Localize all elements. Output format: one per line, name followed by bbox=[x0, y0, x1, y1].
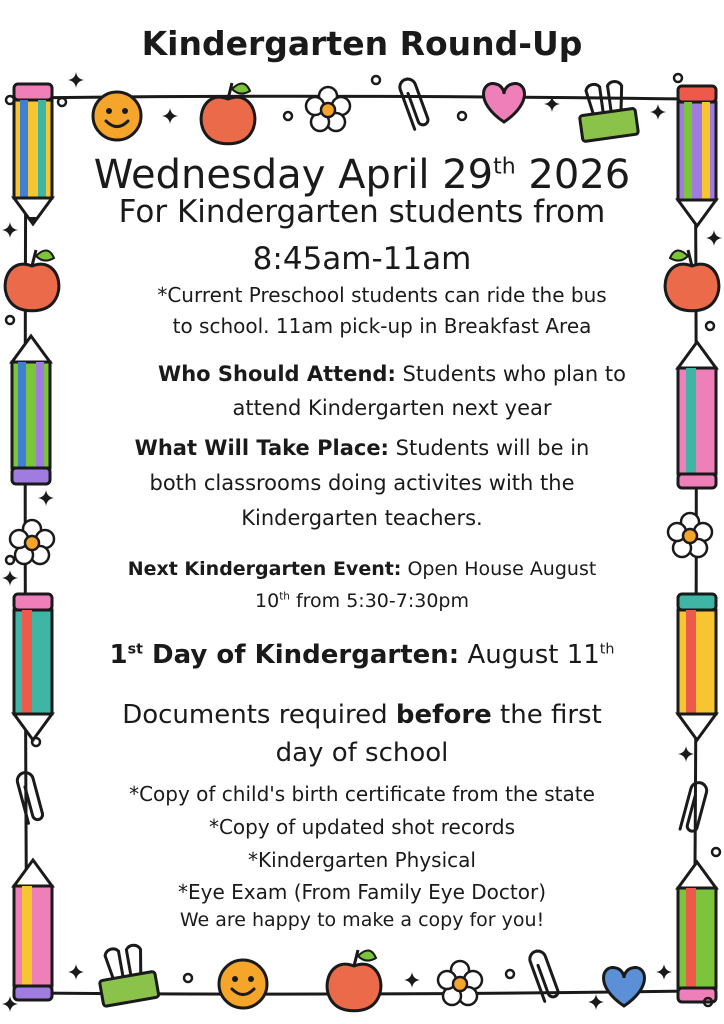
next-event-label: Next Kindergarten Event: bbox=[127, 558, 402, 580]
what-label: What Will Take Place: bbox=[134, 436, 389, 460]
bus-note-line-2: to school. 11am pick-up in Breakfast Area bbox=[172, 314, 592, 338]
closing-note: We are happy to make a copy for you! bbox=[179, 909, 545, 931]
event-time: 8:45am-11am bbox=[252, 241, 472, 277]
what-text-line-2: both classrooms doing activites with the bbox=[149, 471, 575, 495]
flower-icon bbox=[306, 87, 350, 131]
who-text-line-2: attend Kindergarten next year bbox=[232, 396, 552, 420]
paperclip-icon bbox=[398, 77, 430, 129]
heart-icon bbox=[604, 968, 645, 1006]
first-day-num: 1 bbox=[109, 640, 128, 670]
next-event-text: Open House August bbox=[401, 558, 597, 580]
documents-heading-bold: before bbox=[395, 700, 492, 730]
event-date-ordinal: th bbox=[493, 154, 516, 180]
what-will-take-place bbox=[0, 436, 724, 460]
next-event-ordinal: th bbox=[279, 590, 290, 603]
document-item: *Kindergarten Physical bbox=[248, 848, 476, 872]
first-day-label: Day of Kindergarten: bbox=[142, 640, 460, 670]
page-title: Kindergarten Round-Up bbox=[141, 24, 583, 63]
event-date-year: 2026 bbox=[515, 152, 631, 198]
document-item: *Copy of updated shot records bbox=[208, 815, 516, 839]
heart-icon bbox=[484, 84, 525, 122]
who-label: Who Should Attend: bbox=[158, 362, 396, 386]
document-item: *Copy of child's birth certificate from the state bbox=[129, 782, 595, 806]
audience-line: For Kindergarten students from bbox=[118, 194, 606, 230]
event-date-main: Wednesday April 29 bbox=[93, 152, 494, 198]
next-event-day: 10 bbox=[255, 590, 280, 612]
documents-heading-part-2: the first bbox=[491, 700, 602, 730]
documents-heading-line-2: day of school bbox=[275, 738, 449, 768]
binder-clip-icon bbox=[575, 79, 638, 142]
next-event bbox=[0, 558, 724, 580]
what-text: Students will be in bbox=[388, 436, 590, 460]
documents-heading-part-1: Documents required bbox=[122, 700, 396, 730]
smiley-icon bbox=[93, 92, 141, 140]
documents-heading bbox=[0, 700, 724, 730]
pencil-icon bbox=[12, 336, 50, 484]
flower-icon bbox=[438, 961, 482, 1005]
binder-clip-icon bbox=[94, 942, 159, 1006]
apple-icon bbox=[201, 83, 255, 144]
first-day-ordinal: st bbox=[127, 641, 143, 658]
first-day-date: August 11 bbox=[459, 640, 600, 670]
next-event-line-2 bbox=[0, 590, 724, 612]
smiley-icon bbox=[219, 960, 267, 1008]
what-text-line-3: Kindergarten teachers. bbox=[241, 506, 483, 530]
event-date bbox=[0, 152, 724, 198]
first-day-date-ordinal: th bbox=[599, 641, 615, 658]
document-item: *Eye Exam (From Family Eye Doctor) bbox=[178, 880, 546, 904]
who-text: Students who plan to bbox=[395, 362, 626, 386]
apple-icon bbox=[327, 950, 381, 1011]
next-event-time: from 5:30-7:30pm bbox=[289, 590, 469, 612]
bus-note-line-1: *Current Preschool students can ride the bus bbox=[157, 283, 607, 307]
who-should-attend bbox=[30, 362, 724, 386]
first-day bbox=[0, 640, 724, 670]
